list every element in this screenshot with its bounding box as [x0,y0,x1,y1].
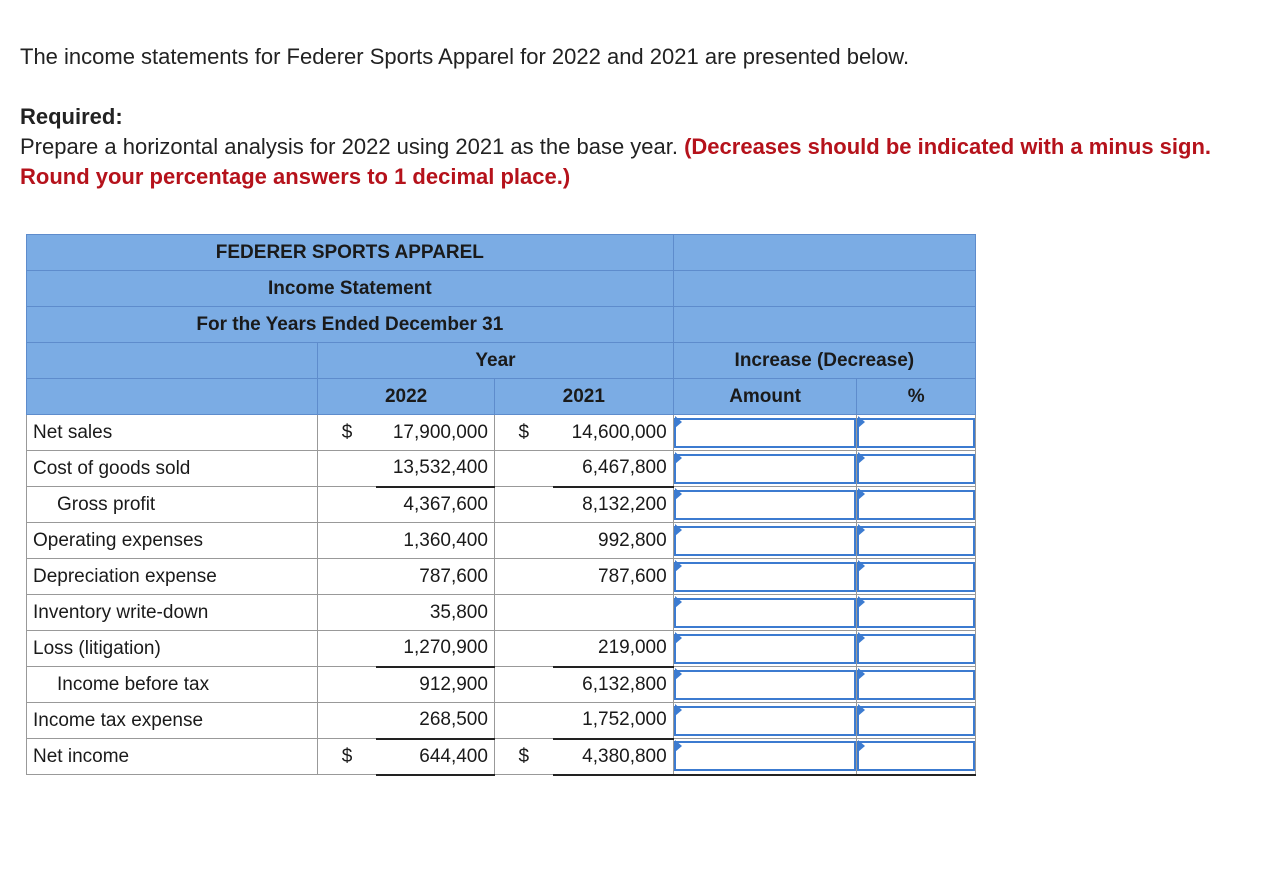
value-2021: 219,000 [553,631,674,667]
header-company-row [27,235,976,271]
value-2021: 4,380,800 [553,739,674,775]
input-flag-icon [675,452,682,464]
value-2021: 6,467,800 [553,451,674,487]
amount-input[interactable] [674,490,857,520]
column-2021: 2021 [494,379,673,415]
row-label: Income tax expense [27,703,318,739]
company-name: FEDERER SPORTS APPAREL [27,235,674,271]
value-2022: 1,360,400 [376,523,494,559]
value-2022: 1,270,900 [376,631,494,667]
year-header: Year [318,343,673,379]
value-2021 [553,595,674,631]
table-row [27,487,976,523]
table-row [27,703,976,739]
row-label: Gross profit [27,487,318,523]
currency-sign: $ [494,415,552,451]
value-2022: 4,367,600 [376,487,494,523]
value-2022: 644,400 [376,739,494,775]
header-title-row [27,271,976,307]
input-flag-icon [675,704,682,716]
value-2021: 992,800 [553,523,674,559]
input-flag-icon [858,488,865,500]
input-flag-icon [675,632,682,644]
table-row [27,559,976,595]
row-label: Net sales [27,415,318,451]
input-flag-icon [858,668,865,680]
question-intro: The income statements for Federer Sports Apparel for 2022 and 2021 are presented below. [20,44,910,69]
value-2021: 8,132,200 [553,487,674,523]
required-text: Prepare a horizontal analysis for 2022 using 2021 as the base year. [20,134,685,159]
amount-input[interactable] [674,741,857,771]
change-header: Increase (Decrease) [673,343,975,379]
value-2021: 1,752,000 [553,703,674,739]
percent-input[interactable] [857,706,975,736]
row-label: Net income [27,739,318,775]
value-2021: 787,600 [553,559,674,595]
income-statement-table [26,234,976,776]
table-row [27,667,976,703]
input-flag-icon [858,740,865,752]
table-row [27,631,976,667]
column-amount: Amount [673,379,857,415]
percent-input[interactable] [857,741,975,771]
input-flag-icon [675,560,682,572]
table-row [27,739,976,775]
amount-input[interactable] [674,634,857,664]
currency-sign: $ [494,739,552,775]
input-flag-icon [858,524,865,536]
percent-input[interactable] [857,418,975,448]
row-label: Operating expenses [27,523,318,559]
amount-input[interactable] [674,598,857,628]
table-row [27,523,976,559]
input-flag-icon [675,488,682,500]
required-heading: Required: [20,104,123,129]
amount-input[interactable] [674,418,857,448]
value-2021: 6,132,800 [553,667,674,703]
amount-input[interactable] [674,454,857,484]
table-row [27,451,976,487]
input-flag-icon [858,416,865,428]
required-note: (Decreases should be indicated with a minus sign. Round your percentage answers to 1 decimal place.) [20,134,1211,189]
input-flag-icon [858,632,865,644]
input-flag-icon [675,596,682,608]
row-label: Depreciation expense [27,559,318,595]
percent-input[interactable] [857,562,975,592]
value-2022: 912,900 [376,667,494,703]
input-flag-icon [858,560,865,572]
value-2021: 14,600,000 [553,415,674,451]
currency-sign: $ [318,739,376,775]
input-flag-icon [675,416,682,428]
percent-input[interactable] [857,526,975,556]
percent-input[interactable] [857,490,975,520]
percent-input[interactable] [857,670,975,700]
row-label: Loss (litigation) [27,631,318,667]
header-period-row [27,307,976,343]
table-row [27,595,976,631]
row-label: Inventory write-down [27,595,318,631]
input-flag-icon [858,452,865,464]
amount-input[interactable] [674,526,857,556]
amount-input[interactable] [674,562,857,592]
value-2022: 787,600 [376,559,494,595]
column-percent: % [857,379,976,415]
header-group-row [27,343,976,379]
amount-input[interactable] [674,670,857,700]
table-row [27,415,976,451]
input-flag-icon [858,704,865,716]
currency-sign: $ [318,415,376,451]
value-2022: 35,800 [376,595,494,631]
percent-input[interactable] [857,454,975,484]
input-flag-icon [675,668,682,680]
amount-input[interactable] [674,706,857,736]
percent-input[interactable] [857,598,975,628]
value-2022: 13,532,400 [376,451,494,487]
row-label: Cost of goods sold [27,451,318,487]
required-instructions [20,132,1250,192]
percent-input[interactable] [857,634,975,664]
input-flag-icon [675,740,682,752]
input-flag-icon [858,596,865,608]
row-label: Income before tax [27,667,318,703]
header-columns-row [27,379,976,415]
statement-title: Income Statement [27,271,674,307]
statement-period: For the Years Ended December 31 [27,307,674,343]
value-2022: 17,900,000 [376,415,494,451]
value-2022: 268,500 [376,703,494,739]
input-flag-icon [675,524,682,536]
column-2022: 2022 [318,379,495,415]
